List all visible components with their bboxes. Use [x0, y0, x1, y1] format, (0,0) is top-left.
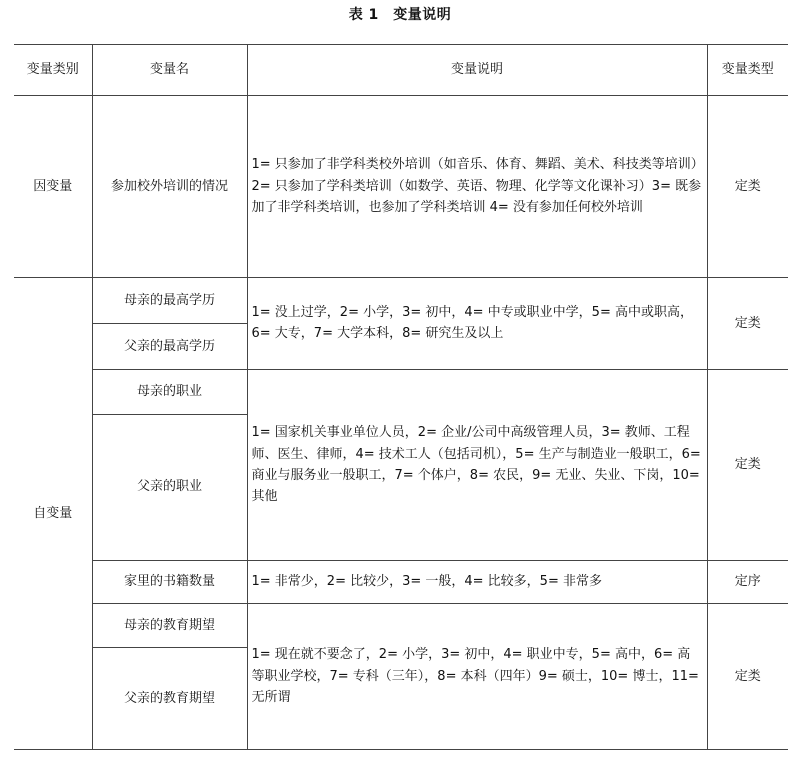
- education-description-cell: 1= 没上过学，2= 小学，3= 初中，4= 中专或职业中学，5= 高中或职高，6= 大专，7= 大学本科，8= 研究生及以上: [247, 277, 707, 370]
- mother-education-cell: 母亲的最高学历: [92, 277, 247, 323]
- independent-category-cell: 自变量: [14, 277, 92, 749]
- table-caption: 表 1 变量说明: [348, 7, 452, 23]
- mother-occupation-cell: 母亲的职业: [92, 370, 247, 414]
- header-name: 变量名: [92, 45, 247, 96]
- dependent-description-cell: 1= 只参加了非学科类校外培训（如音乐、体育、舞蹈、美术、科技类等培训）2= 只参加了学科类培训（如数学、英语、物理、化学等文化课补习）3= 既参加了非学科类培训，也参加了学科类培训 4= 没有参加任何校外培训: [247, 96, 707, 277]
- dependent-category-cell: 因变量: [14, 96, 92, 277]
- dependent-name-cell: 参加校外培训的情况: [92, 96, 247, 277]
- variable-table: [14, 44, 788, 750]
- father-expectation-cell: 父亲的教育期望: [92, 648, 247, 750]
- father-education-cell: 父亲的最高学历: [92, 323, 247, 369]
- header-type: 变量类型: [707, 45, 788, 96]
- occupation-type-cell: 定类: [707, 370, 788, 560]
- dependent-type-cell: 定类: [707, 96, 788, 277]
- table-row: [14, 370, 788, 414]
- header-description: 变量说明: [247, 45, 707, 96]
- books-name-cell: 家里的书籍数量: [92, 560, 247, 603]
- expectation-type-cell: 定类: [707, 603, 788, 749]
- table-row: [14, 603, 788, 647]
- header-row: [14, 45, 788, 96]
- header-category: 变量类别: [14, 45, 92, 96]
- table-row: [14, 277, 788, 323]
- table-row: [14, 96, 788, 277]
- books-description-cell: 1= 非常少，2= 比较少，3= 一般，4= 比较多，5= 非常多: [247, 560, 707, 603]
- mother-expectation-cell: 母亲的教育期望: [92, 603, 247, 647]
- books-type-cell: 定序: [707, 560, 788, 603]
- father-occupation-cell: 父亲的职业: [92, 414, 247, 560]
- expectation-description-cell: 1= 现在就不要念了，2= 小学，3= 初中，4= 职业中专，5= 高中，6= 高等职业学校，7= 专科（三年），8= 本科（四年）9= 硕士，10= 博士，11= 无所谓: [247, 603, 707, 749]
- table-row: [14, 560, 788, 603]
- occupation-description-cell: 1= 国家机关事业单位人员，2= 企业/公司中高级管理人员，3= 教师、工程师、医生、律师，4= 技术工人（包括司机），5= 生产与制造业一般职工，6= 商业与服务业一般职工，7= 个体户，8= 农民，9= 无业、失业、下岗，10= 其他: [247, 370, 707, 560]
- education-type-cell: 定类: [707, 277, 788, 370]
